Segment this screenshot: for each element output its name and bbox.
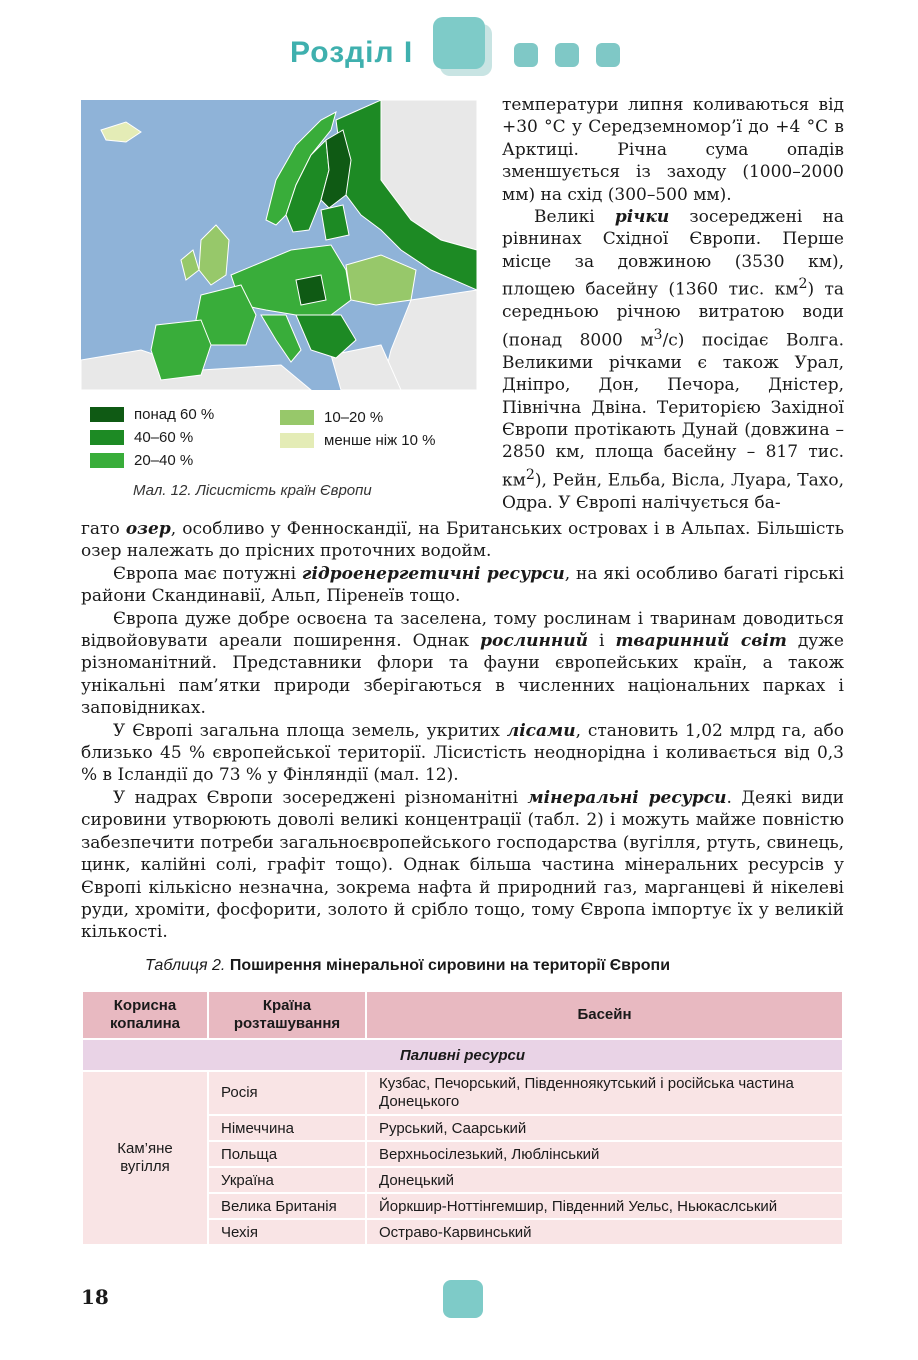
basin-cell: Донецький xyxy=(366,1167,843,1193)
decor-square-small xyxy=(555,43,579,67)
country-cell: Польща xyxy=(208,1141,366,1167)
legend-swatch xyxy=(90,430,124,445)
legend-item xyxy=(90,406,214,423)
highlight-term: мінеральні ресурси xyxy=(527,787,727,808)
legend-item xyxy=(280,432,436,449)
table-header-cell: Країна розташування xyxy=(208,991,366,1039)
figure-caption: Мал. 12. Лісистість країн Європи xyxy=(133,482,372,499)
paragraph: Європа дуже добре освоєна та заселена, тому рослинам і тваринам доводиться відвойовувати ареали поширення. Однак рослинний і тваринний світ дуже різноманітний. Представники флори та фауни європейських країн, а також унікальні пам’ятки природи зберігаються в численних національних парках і заповідниках. xyxy=(81,608,844,719)
table-row xyxy=(82,1071,843,1115)
highlight-term: лісами xyxy=(506,720,576,741)
table-header-cell: Басейн xyxy=(366,991,843,1039)
legend-swatch xyxy=(280,410,314,425)
table-caption xyxy=(145,957,670,975)
basin-cell: Остраво-Карвинський xyxy=(366,1219,843,1245)
table-number: Таблиця 2. xyxy=(145,957,226,974)
country-cell: Чехія xyxy=(208,1219,366,1245)
right-column-text xyxy=(502,94,844,514)
legend-label: 10–20 % xyxy=(324,409,384,426)
legend-item xyxy=(280,409,383,426)
paragraph: температури липня коливаються від +30 °С у Середземномор’ї до +4 °С в Арктиці. Річна сума опадів зменшується із заходу (1000–2000 мм) на схід (300–500 мм). xyxy=(502,95,844,205)
legend-swatch xyxy=(90,453,124,468)
decor-square-small xyxy=(514,43,538,67)
section-label: Паливні ресурси xyxy=(82,1039,843,1071)
paragraph: Європа має потужні гідроенергетичні ресурси, на які особливо багаті гірські райони Скандинавії, Альп, Піренеїв тощо. xyxy=(81,563,845,607)
legend-label: менше ніж 10 % xyxy=(324,432,436,449)
basin-cell: Йоркшир-Ноттінгемшир, Південний Уельс, Ньюкаслський xyxy=(366,1193,843,1219)
decor-square-large xyxy=(433,17,485,69)
legend-swatch xyxy=(280,433,314,448)
basin-cell: Кузбас, Печорський, Південноякутський і російська частина Донецького xyxy=(366,1071,843,1115)
europe-forest-map xyxy=(81,100,477,390)
decor-square-small xyxy=(596,43,620,67)
highlight-term: озер xyxy=(125,519,171,539)
paragraph: У надрах Європи зосереджені різноманітні мінеральні ресурси. Деякі види сировини утворюють доволі великі концентрації (табл. 2) і можуть майже повністю забезпечити потреби загальноєвропейського господарства (вугілля, ртуть, свинець, цинк, калійні солі, графіт тощо). Однак більша частина мінеральних ресурсів у Європі кількісно незначна, зокрема нафта й природний газ, марганцеві й нікелеві руди, хроміти, фосфорити, золото й срібло тощо, тому Європа імпортує їх у великій кількості. xyxy=(81,787,844,943)
table-title: Поширення мінеральної сировини на території Європи xyxy=(229,957,671,974)
legend-item xyxy=(90,452,193,469)
paragraph: Великі річки зосереджені на рівнинах Східної Європи. Перше місце за довжиною (3530 км), площею басейну (1360 тис. $км^2$) та середньою річною витратою води (понад 8000 $м^3/с$) посідає Волга. Великими річками є також Урал, Дніпро, Дон, Печора, Дністер, Північна Двіна. Територією Західної Європи протікають Дунай (довжина – 2850 км, площа басейну – 817 тис. $км^2$), Рейн, Ельба, Вісла, Луара, Тахо, Одра. У Європі налічується ба- xyxy=(502,207,844,513)
basin-cell: Рурський, Саарський xyxy=(366,1115,843,1141)
section-title: Розділ I xyxy=(290,36,414,69)
legend-label: понад 60 % xyxy=(134,406,215,423)
map-legend xyxy=(90,406,490,476)
table-section-row xyxy=(82,1039,843,1071)
country-cell: Росія xyxy=(208,1071,366,1115)
minerals-table xyxy=(81,990,844,1246)
paragraph: гато озер, особливо у Фенноскандії, на Британських островах і в Альпах. Більшість озер належать до прісних проточних водойм. xyxy=(81,519,844,562)
highlight-term: тваринний світ xyxy=(615,631,787,652)
highlight-term: рослинний xyxy=(480,631,588,652)
highlight-term: гідроенергетичні ресурси xyxy=(301,563,565,584)
table-header-row xyxy=(82,991,843,1039)
basin-cell: Верхньосілезький, Люблінський xyxy=(366,1141,843,1167)
country-cell: Велика Британія xyxy=(208,1193,366,1219)
decor-square-bottom xyxy=(443,1280,483,1318)
legend-label: 40–60 % xyxy=(134,429,194,446)
legend-item xyxy=(90,429,193,446)
highlight-term: річки xyxy=(614,207,670,228)
country-cell: Німеччина xyxy=(208,1115,366,1141)
legend-swatch xyxy=(90,407,124,422)
main-text xyxy=(81,518,844,944)
page-number: 18 xyxy=(81,1285,109,1309)
country-cell: Україна xyxy=(208,1167,366,1193)
mineral-cell: Кам’яне вугілля xyxy=(82,1071,208,1245)
paragraph: У Європі загальна площа земель, укритих лісами, становить 1,02 млрд га, або близько 45 % європейської території. Лісистість неоднорідна і коливається від 0,3 % в Ісландії до 73 % у Фінляндії (мал. 12). xyxy=(81,720,845,786)
table-header-cell: Корисна копалина xyxy=(82,991,208,1039)
legend-label: 20–40 % xyxy=(134,452,194,469)
